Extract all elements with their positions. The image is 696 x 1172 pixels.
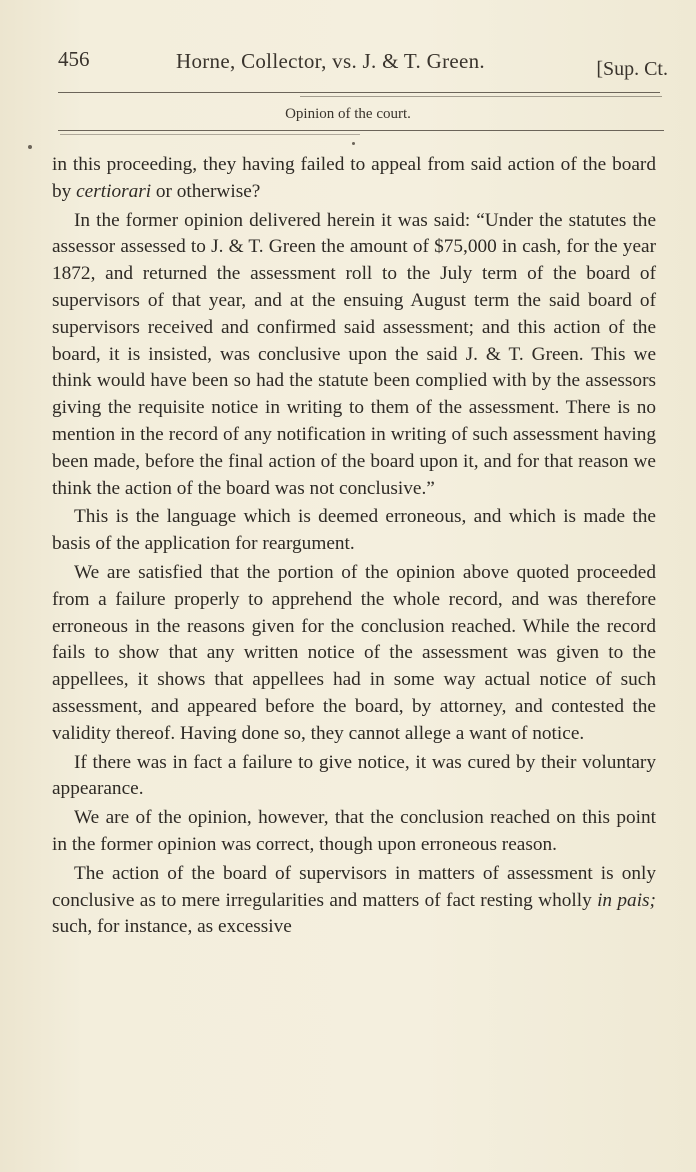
print-speck xyxy=(28,145,32,149)
section-subheader: Opinion of the court. xyxy=(285,106,411,122)
paragraph: This is the language which is deemed erroneous, and which is made the basis of the application for reargument. xyxy=(52,506,656,555)
italic-term: certiorari xyxy=(76,180,152,202)
court-label: [Sup. Ct. xyxy=(596,58,668,80)
header-rule-top xyxy=(58,92,660,93)
italic-term: in pais; xyxy=(597,889,656,911)
paragraph-text: such, for instance, as excessive xyxy=(52,916,292,938)
paragraph xyxy=(52,152,656,206)
paragraph-text: in this proceeding, they having failed to appeal from said action of the board by xyxy=(52,154,656,202)
paragraph: If there was in fact a failure to give notice, it was cured by their voluntary appearance. xyxy=(52,751,656,800)
print-speck xyxy=(352,142,355,145)
paragraph: We are of the opinion, however, that the conclusion reached on this point in the former opinion was correct, though upon erroneous reason. xyxy=(52,807,656,855)
paragraph: We are satisfied that the portion of the opinion above quoted proceeded from a failure properly to apprehend the whole record, and was therefore erroneous in the reasons given for the conclusion reached. While the record fails to show that any written notice of the assessment was given to the appellees, it shows that appellees had in some way actual notice of such assessment, and appeared before the board, by attorney, and contested the validity thereof. Having done so, they cannot allege a want of notice. xyxy=(52,561,656,744)
running-header xyxy=(58,44,668,84)
opinion-body xyxy=(52,152,656,941)
paragraph-text: or otherwise? xyxy=(151,180,261,202)
paragraph xyxy=(52,861,656,941)
page-number: 456 xyxy=(58,47,90,71)
subheader-rule xyxy=(58,130,664,131)
header-rule-top-thin xyxy=(300,96,662,97)
paragraph: In the former opinion delivered herein it was said: “Under the statutes the assessor assessed to J. & T. Green the amount of $75,000 in cash, for the year 1872, and returned the assessment roll to the July term of the board of supervisors of that year, and at the ensuing August term the said board of supervisors received and confirmed said assessment; and this action of the board, it is insisted, was conclusive upon the said J. & T. Green. This we think would have been so had the statute been complied with by the assessors giving the requisite notice in writing to them of the assessment. There is no mention in the record of any notification in writing of such assessment having been made, before the final action of the board upon it, and for that reason we think the action of the board was not conclusive.” xyxy=(52,209,656,499)
paragraph-text: The action of the board of supervisors in matters of assessment is only conclusive as to mere irregularities and matters of fact resting wholly xyxy=(52,862,656,911)
running-title: Horne, Collector, vs. J. & T. Green. xyxy=(176,49,485,73)
subheader-rule-thin xyxy=(60,134,360,135)
